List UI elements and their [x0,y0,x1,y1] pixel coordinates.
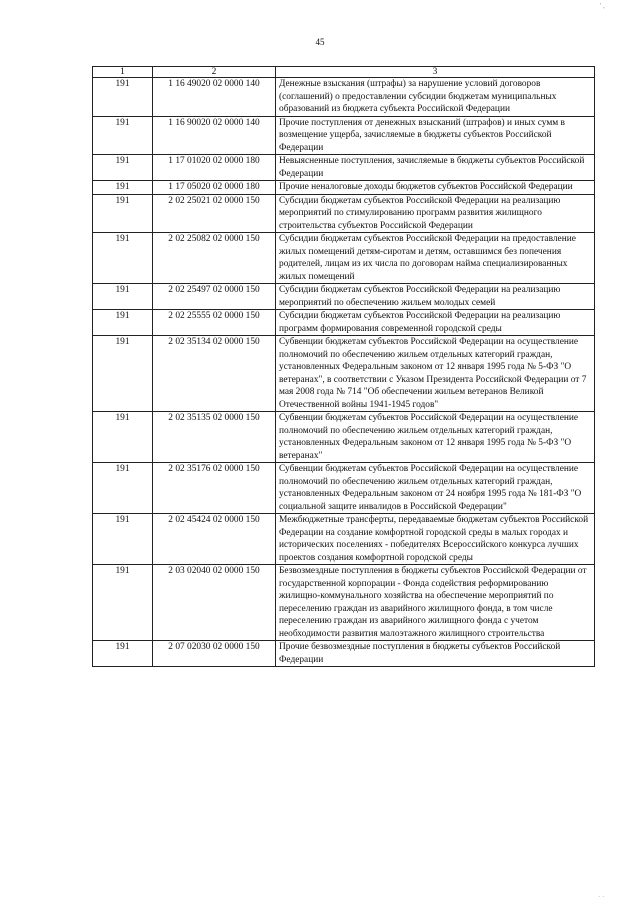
revenue-code-cell: 2 02 25021 02 0000 150 [153,194,276,233]
revenue-name-cell: Межбюджетные трансферты, передаваемые бюджетам субъектов Российской Федерации на создание комфортной городской среды в малых городах и исторических поселениях - победителях Всероссийского конкурса лучших проектов создания комфортной городской среды [276,514,595,565]
admin-code-cell: 191 [93,284,153,310]
table-row [93,412,595,463]
revenue-name-cell: Безвозмездные поступления в бюджеты субъектов Российской Федерации от государственной корпорации - Фонда содействия реформированию жилищно-коммунального хозяйства на обеспечение мероприятий по переселению граждан из аварийного жилищного фонда, в том числе переселению граждан из аварийного жилищного фонда с учетом необходимости развития малоэтажного жилищного строительства [276,565,595,641]
revenue-codes-table [92,66,595,667]
revenue-name-cell: Прочие неналоговые доходы бюджетов субъектов Российской Федерации [276,181,595,195]
revenue-name-cell: Субсидии бюджетам субъектов Российской Федерации на реализацию мероприятий по стимулированию программ развития жилищного строительства субъектов Российской Федерации [276,194,595,233]
admin-code-cell: 191 [93,155,153,181]
revenue-code-cell: 2 02 35135 02 0000 150 [153,412,276,463]
revenue-code-cell: 2 02 35176 02 0000 150 [153,463,276,514]
admin-code-cell: 191 [93,641,153,667]
revenue-name-cell: Субсидии бюджетам субъектов Российской Федерации на предоставление жилых помещений детям-сиротам и детям, оставшимся без попечения родителей, лицам из их числа по договорам найма специализированных жилых помещений [276,233,595,284]
revenue-code-cell: 2 02 45424 02 0000 150 [153,514,276,565]
revenue-name-cell: Прочие поступления от денежных взысканий (штрафов) и иных сумм в возмещение ущерба, зачисляемые в бюджеты субъектов Российской Федерации [276,116,595,155]
scan-bottom-mark: · · [598,893,605,901]
table-row [93,565,595,641]
admin-code-cell: 191 [93,514,153,565]
admin-code-cell: 191 [93,565,153,641]
admin-code-cell: 191 [93,412,153,463]
table-row [93,641,595,667]
revenue-name-cell: Субвенции бюджетам субъектов Российской Федерации на осуществление полномочий по обеспечению жильем отдельных категорий граждан, установленных Федеральным законом от 12 января 1995 года № 5-ФЗ "О ветеранах" [276,412,595,463]
header-col-3: 3 [276,67,595,78]
revenue-name-cell: Невыясненные поступления, зачисляемые в бюджеты субъектов Российской Федерации [276,155,595,181]
admin-code-cell: 191 [93,463,153,514]
table-row [93,181,595,195]
table-row [93,514,595,565]
page-number: 45 [315,37,325,47]
revenue-code-cell: 1 17 05020 02 0000 180 [153,181,276,195]
revenue-code-cell: 1 16 49020 02 0000 140 [153,78,276,117]
revenue-code-cell: 1 17 01020 02 0000 180 [153,155,276,181]
revenue-code-cell: 1 16 90020 02 0000 140 [153,116,276,155]
table-body [93,78,595,667]
scan-corner-mark: ' , [600,2,605,10]
admin-code-cell: 191 [93,116,153,155]
table-header [93,67,595,78]
revenue-code-cell: 2 02 25082 02 0000 150 [153,233,276,284]
revenue-code-cell: 2 02 25555 02 0000 150 [153,310,276,336]
admin-code-cell: 191 [93,194,153,233]
revenue-name-cell: Субсидии бюджетам субъектов Российской Федерации на реализацию мероприятий по обеспечению жильем молодых семей [276,284,595,310]
table-row [93,194,595,233]
header-row [93,67,595,78]
table-row [93,155,595,181]
revenue-name-cell: Прочие безвозмездные поступления в бюджеты субъектов Российской Федерации [276,641,595,667]
admin-code-cell: 191 [93,181,153,195]
header-col-1: 1 [93,67,153,78]
revenue-code-cell: 2 02 25497 02 0000 150 [153,284,276,310]
table-row [93,233,595,284]
admin-code-cell: 191 [93,78,153,117]
table-row [93,284,595,310]
admin-code-cell: 191 [93,336,153,412]
table-row [93,78,595,117]
revenue-code-cell: 2 02 35134 02 0000 150 [153,336,276,412]
header-col-2: 2 [153,67,276,78]
revenue-name-cell: Субвенции бюджетам субъектов Российской Федерации на осуществление полномочий по обеспечению жильем отдельных категорий граждан, установленных Федеральным законом от 12 января 1995 года № 5-ФЗ "О ветеранах", в соответствии с Указом Президента Российской Федерации от 7 мая 2008 года № 714 "Об обеспечении жильем ветеранов Великой Отечественной войны 1941-1945 годов" [276,336,595,412]
table-row [93,463,595,514]
revenue-name-cell: Субвенции бюджетам субъектов Российской Федерации на осуществление полномочий по обеспечению жильем отдельных категорий граждан, установленных Федеральным законом от 24 ноября 1995 года № 181-ФЗ "О социальной защите инвалидов в Российской Федерации" [276,463,595,514]
admin-code-cell: 191 [93,233,153,284]
revenue-name-cell: Денежные взыскания (штрафы) за нарушение условий договоров (соглашений) о предоставлении субсидии бюджетам муниципальных образований из бюджета субъекта Российской Федерации [276,78,595,117]
table-row [93,116,595,155]
revenue-code-cell: 2 03 02040 02 0000 150 [153,565,276,641]
revenue-name-cell: Субсидии бюджетам субъектов Российской Федерации на реализацию программ формирования современной городской среды [276,310,595,336]
table-row [93,336,595,412]
admin-code-cell: 191 [93,310,153,336]
table-row [93,310,595,336]
revenue-code-cell: 2 07 02030 02 0000 150 [153,641,276,667]
